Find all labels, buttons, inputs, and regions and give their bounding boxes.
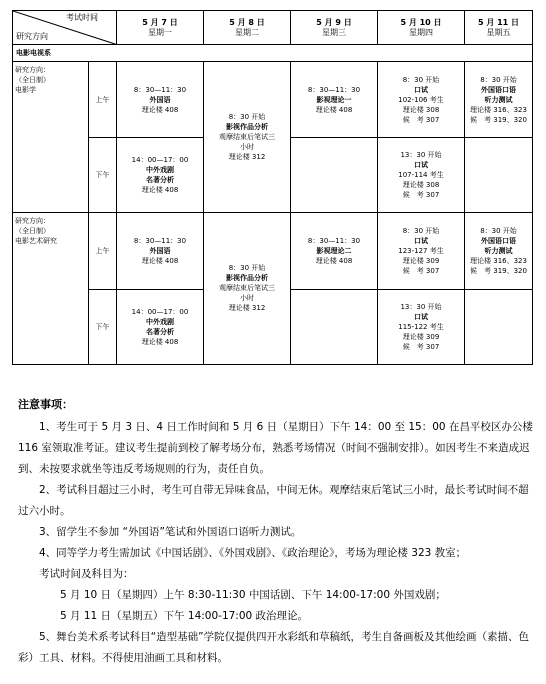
note-2: 2、考试科目超过三小时，考生可自带无异味食品，中间无休。观摩结束后笔试三小时，最长考试时间不超过六小时。 [18, 484, 529, 517]
note-4-schedule-1: 5 月 10 日（星期四）上午 8:30-11:30 中国话剧、下午 14:00-17:00 外国戏剧； [60, 589, 446, 601]
am-label: 上午 [89, 62, 117, 138]
day-header-fri: 5 月 11 日 星期五 [465, 11, 533, 45]
mon-pm-cell: 14：00—17：00 中外戏剧 名著分析 理论楼 408 [117, 138, 204, 213]
fri-am-cell: 8：30 开始 外国语口语 听力测试 理论楼 316、323 候 考 319、320 [465, 62, 533, 138]
tue-cell: 8：30 开始 影视作品分析 观摩结束后笔试三 小时 理论楼 312 [204, 62, 291, 213]
mon-am-cell: 8：30—11：30 外国语 理论楼 408 [117, 62, 204, 138]
fri-am-cell: 8：30 开始 外国语口语 听力测试 理论楼 316、323 候 考 319、320 [465, 212, 533, 289]
program-direction: 研究方向： （全日制） 电影艺术研究 [13, 212, 89, 364]
fri-pm-cell [465, 290, 533, 365]
note-5: 5、舞台美术系考试科目“造型基础”学院仅提供四开水彩纸和草稿纸，考生自备画板及其他绘画（素描、色彩）工具、材料。不得使用油画工具和材料。 [18, 631, 530, 664]
thu-am-cell: 8：30 开始 口试 123-127 考生 理论楼 309 候 考 307 [378, 212, 465, 289]
header-corner-cell [13, 11, 117, 45]
notes-title: 注意事项： [18, 398, 73, 411]
note-4: 4、同等学力考生需加试《中国话剧》、《外国戏剧》、《政治理论》，考场为理论楼 323 教室； [39, 547, 467, 559]
wed-am-cell: 8：30—11：30 影视理论一 理论楼 408 [291, 62, 378, 138]
am-label: 上午 [89, 212, 117, 289]
notes-section [18, 394, 534, 669]
pm-label: 下午 [89, 138, 117, 213]
wed-am-cell: 8：30—11：30 影视理论二 理论楼 408 [291, 212, 378, 289]
tue-cell: 8：30 开始 影视作品分析 观摩结束后笔试三 小时 理论楼 312 [204, 212, 291, 364]
note-4-schedule-2: 5 月 11 日（星期五）下午 14:00-17:00 政治理论。 [60, 610, 309, 622]
thu-pm-cell: 13：30 开始 口试 107-114 考生 理论楼 308 候 考 307 [378, 138, 465, 213]
wed-pm-cell [291, 290, 378, 365]
thu-am-cell: 8：30 开始 口试 102-106 考生 理论楼 308 候 考 307 [378, 62, 465, 138]
corner-label-direction: 研究方向 [16, 32, 48, 42]
thu-pm-cell: 13：30 开始 口试 115-122 考生 理论楼 309 候 考 307 [378, 290, 465, 365]
note-1: 1、考生可于 5 月 3 日、4 日工作时间和 5 月 6 日（星期日）下午 14：00 至 15：00 在昌平校区办公楼 116 室领取准考证。建议考生提前到校了解考场分布，熟悉考场情况（时间不强制安排）。如因考生不来造成迟到、未按要求就坐等违反考场规则的行为，责任自负。 [18, 421, 533, 475]
note-4-subtitle: 考试时间及科目为： [39, 568, 134, 580]
note-3: 3、留学生不参加 “外国语”笔试和外国语口语听力测试。 [39, 526, 302, 538]
program-direction: 研究方向： （全日制） 电影学 [13, 62, 89, 213]
day-header-thu: 5 月 10 日 星期四 [378, 11, 465, 45]
department-title: 电影电视系 [13, 45, 533, 62]
day-header-tue: 5 月 8 日 星期二 [204, 11, 291, 45]
corner-label-time: 考试时间 [66, 13, 98, 22]
pm-label: 下午 [89, 290, 117, 365]
fri-pm-cell [465, 138, 533, 213]
mon-pm-cell: 14：00—17：00 中外戏剧 名著分析 理论楼 408 [117, 290, 204, 365]
day-header-mon: 5 月 7 日 星期一 [117, 11, 204, 45]
exam-schedule-table [12, 10, 533, 365]
day-header-wed: 5 月 9 日 星期三 [291, 11, 378, 45]
wed-pm-cell [291, 138, 378, 213]
mon-am-cell: 8：30—11：30 外国语 理论楼 408 [117, 212, 204, 289]
